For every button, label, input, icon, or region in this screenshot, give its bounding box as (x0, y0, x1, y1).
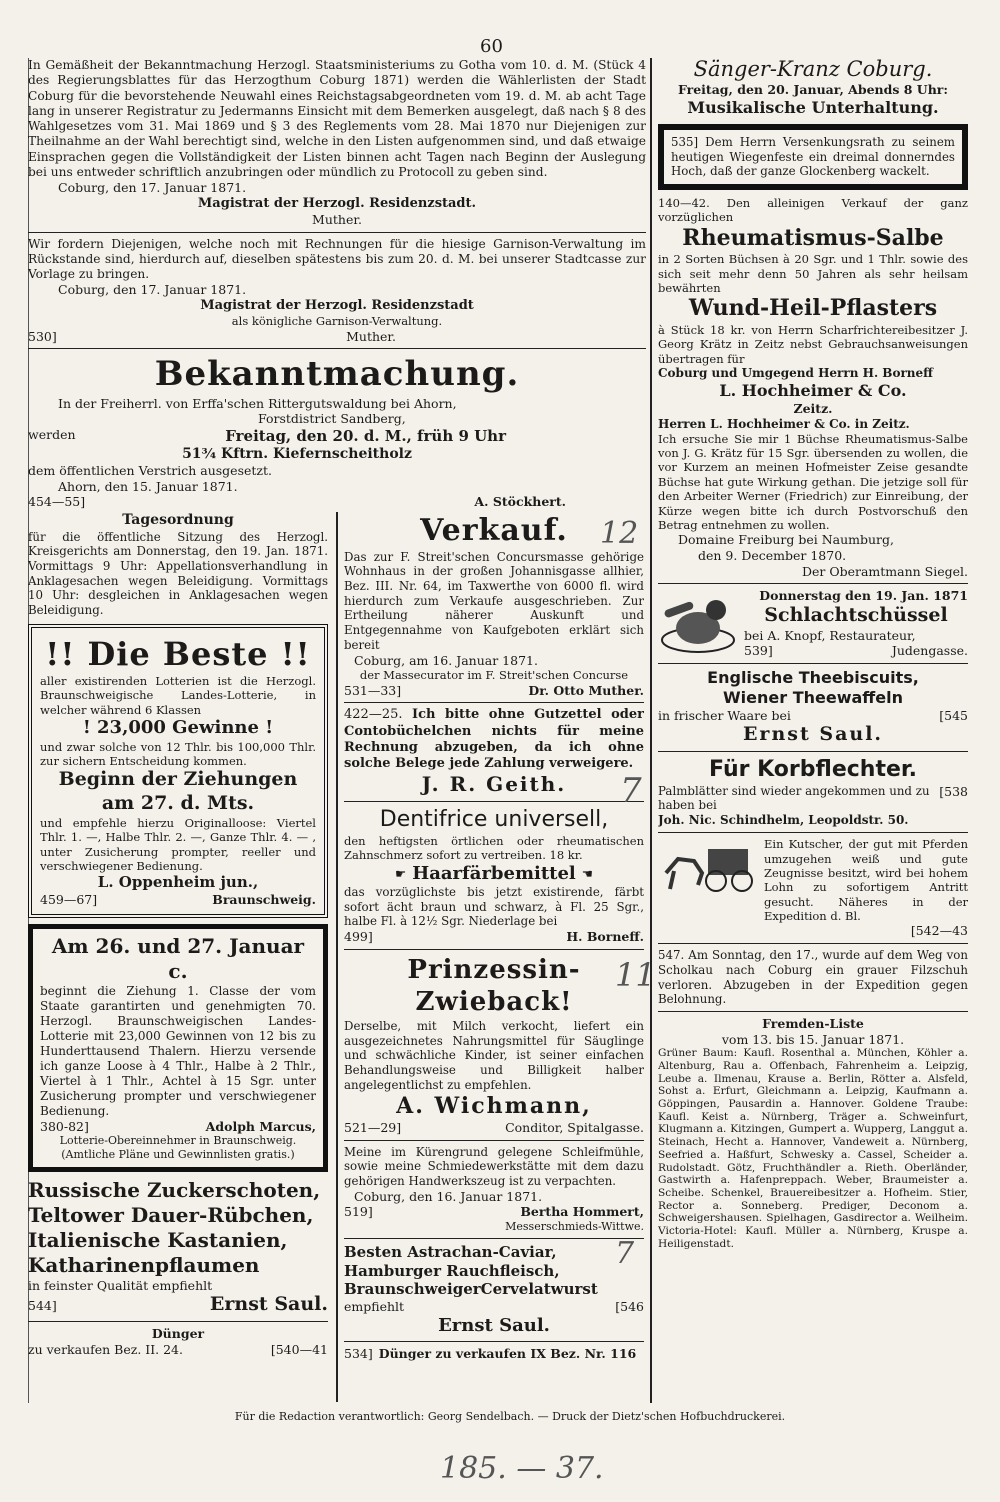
divider (658, 751, 968, 752)
korbflechter-ad: Für Korbflechter. Palmblätter sind wieder angekommen und zu haben bei [538 Joh. Nic. Schindhelm, Leopoldstr. 50. (658, 757, 968, 828)
caviar-ad: Besten Astrachan-Caviar, Hamburger Rauchfleisch, BraunschweigerCervelatwurst empfiehlt [546 Ernst Saul. (344, 1242, 644, 1336)
beste-lotterie-ad: !! Die Beste !! aller existirenden Lotterien ist die Herzogl. Braunschweigische Landes-Lotterie, in welcher während 6 Klassen ! 23,000 Gewinne ! und zwar solche von 12 Thlr. bis 100,000 Thlr. zur sichern Entscheidung kommen. Beginn der Ziehungen am 27. d. Mts. und empfehle hierzu Originalloose: Viertel Thlr. 1. —, Halbe Thlr. 2. —, Ganze Thlr. 4. — , unter Zusicherung prompter, reeller und verschwiegener Bedienung. L. Oppenheim jun., 459—67] Braunschweig. (28, 624, 328, 918)
dentifrice-ad: Dentifrice universell, den heftigsten örtlichen oder rheumatischen Zahnschmerz sofort zu vertreiben. 18 kr. ☛ Haarfärbemittel ☚ das vorzüglichste bis jetzt existirende, färbt sofort ächt braun und schwarz, à Fl. 25 Sgr., halbe Fl. à 12½ Sgr. Niederlage bei 499] H. Borneff. (344, 807, 644, 945)
right-column: Sänger-Kranz Coburg. Freitag, den 20. Januar, Abends 8 Uhr: Musikalische Unterhaltung. 535] Dem Herrn Versenkungsrath zu seinem heutigen Wiegenfeste ein dreimal donnerndes Hoch, daß der ganze Glockenberg wackelt. 140—42. Den alleinigen Verkauf der ganz vorzüglichen Rheumatismus-Salbe in 2 Sorten Büchsen à 20 Sgr. und 1 Thlr. sowie des sich seit mehr denn 50 Jahren als sehr heilsam bewährten Wund-Heil-Pflasters à Stück 18 kr. von Herrn Scharfrichtereibesitzer J. Georg Krätz in Zeitz nebst Gebrauchsanweisungen übertragen für Coburg und Umgegend Herrn H. Borneff L. Hochheimer & Co. Zeitz. Herren L. Hochheimer & Co. in Zeitz. Ich ersuche Sie mir 1 Büchse Rheumatismus-Salbe von J. G. Krätz für 15 Sgr. übersenden zu wollen, die vor Kurzem an meinen Hofmeister Zeise gesandte Büchse hat gute Wirkung gethan. Die jetzige soll für den Arbeiter Werner (Friedrich) zur Einreibung, der Kürze wegen bitte ich durch Postvorschuß den Betrag entnehmen zu wollen. Domaine Freiburg bei Naumburg, den 9. December 1870. Der Oberamtmann Siegel. Donnerstag den 19. Jan. 1871 Schlachtschüssel bei A. Knopf, Restaurateur, 539] Judengasse. Englische Theebiscuits, Wiener Theewaffeln in frischer Waare bei [545 Ernst Saul. Für Korbflechter. Palmblätter sind wieder angekommen und zu haben bei [538 Joh. Nic. Schindhelm, Leopoldstr. 50. Ein Kutscher, der gut mit Pferden umzugehen weiß und gute Zeugnisse besitzt, wird bei hohem Lohn zu sofortigem Antritt gesucht. Näheres in der Expedition d. Bl. [542—43 547. Am Sonntag, den 17., wurde auf dem Weg von Scholkau nach Coburg ein grauer Filzschuh verloren. Abzugeben in der Expedition gegen Belohnung. Fremden-Liste vom 13. bis 15. Januar 1871. Grüner Baum: Kaufl. Rosenthal a. München, Köhler a. Altenburg, Rau a. Offenbach, Fahrenheim a. Leipzig, Leube a. Ilmenau, Krause a. Berlin, Rötter a. Alsfeld, Sohst a. Erfurt, Gleichmann a. Leipzig, Kaufmann a. Göppingen, Pausardin a. Hannover. Goldene Traube: Kaufl. Keist a. Nürnberg, Träger a. Schweinfurt, Klugmann a. Kitzingen, Gumpert a. Wupperg, Langgut a. Steinach, Hecht a. Hannover, Vandeweit a. Nürnberg, Seefried a. Haßfurt, Schwesky a. Cassel, Scheider a. Rudolstadt. Götz, Fruchthändler a. Rieth. Oberländer, Gastwirth a. Hafenpreppach. Weber, Braumeister a. Scheibe. Schenkel, Brauereibesitzer a. Hofheim. Stier, Rector a. Sonneberg. Prediger, Deconom a. Schweigershausen. Spielhagen, Gasdirector a. Weilheim. Victoria-Hotel: Kaufl. Müller a. Nürnberg, Kruspe a. Heiligenstadt. (658, 57, 968, 1250)
geith-ad: 422—25. Ich bitte ohne Gutzettel oder Contobüchelchen nichts für meine Rechnung abzugeben, da ich ohne solche Belege jede Zahlung verweigere. J. R. Geith. (344, 707, 644, 797)
column-rule (650, 58, 652, 1403)
garnison-notice: Wir fordern Diejenigen, welche noch mit Rechnungen für die hiesige Garnison-Verwaltung im Rückstande sind, hierdurch auf, dieselben spätestens bis zum 20. d. M. bei unserer Stadtcasse zur Vorlage zu bringen. Coburg, den 17. Januar 1871. Magistrat der Herzogl. Residenzstadt als königliche Garnison-Verwaltung. 530] Muther. (28, 236, 646, 344)
roast-dish-icon (658, 588, 738, 658)
zwieback-ad: Prinzessin-Zwieback! Derselbe, mit Milch verkocht, liefert ein ausgezeichnetes Nahrungsmittel für Säuglinge und schwächliche Kinder, ist seiner einfachen Behandlungsweise und Billigkeit halber angelegentlichst zu empfehlen. A. Wichmann, 521—29] Conditor, Spitalgasse. (344, 954, 644, 1136)
bekanntmachung-title: Bekanntmachung. (154, 354, 520, 395)
bekanntmachung: Bekanntmachung. In der Freiherrl. von Erffa'schen Rittergutswaldung bei Ahorn, Forstdistrict Sandberg, werden Freitag, den 20. d. M., früh 9 Uhr 51¾ Kftrn. Kiefernscheitholz dem öffentlichen Verstrich ausgesetzt. Ahorn, den 15. Januar 1871. 454—55] A. Stöckhert. (28, 353, 646, 510)
rheuma-salbe-ad: 140—42. Den alleinigen Verkauf der ganz vorzüglichen Rheumatismus-Salbe in 2 Sorten Büchsen à 20 Sgr. und 1 Thlr. sowie des sich seit mehr denn 50 Jahren als sehr heilsam bewährten Wund-Heil-Pflasters à Stück 18 kr. von Herrn Scharfrichtereibesitzer J. Georg Krätz in Zeitz nebst Gebrauchsanweisungen übertragen für Coburg und Umgegend Herrn H. Borneff L. Hochheimer & Co. Zeitz. Herren L. Hochheimer & Co. in Zeitz. Ich ersuche Sie mir 1 Büchse Rheumatismus-Salbe von J. G. Krätz für 15 Sgr. übersenden zu wollen, die vor Kurzem an meinen Hofmeister Zeise gesandte Büchse hat gute Wirkung gethan. Die jetzige soll für den Arbeiter Werner (Friedrich) zur Einreibung, der Kürze wegen bitte ich durch Postvorschuß den Betrag entnehmen zu wollen. Domaine Freiburg bei Naumburg, den 9. December 1870. Der Oberamtmann Siegel. (658, 196, 968, 579)
divider (28, 1321, 328, 1322)
handwritten-annotation: 185. — 37. (440, 1451, 604, 1486)
divider (658, 943, 968, 944)
divider (28, 232, 646, 233)
divider (344, 1140, 644, 1141)
tagesordnung: Tagesordnung für die öffentliche Sitzung des Herzogl. Kreisgerichts am Donnerstag, den 19. Jan. 1871. Vormittags 9 Uhr: Appellationsverhandlung in Anklagesachen wegen Beleidigung. Vormittags 10 Uhr: desgleichen in Anklagesachen wegen Beleidigung. (28, 512, 328, 618)
middle-column (344, 512, 644, 1362)
kutscher-ad: Ein Kutscher, der gut mit Pferden umzugehen weiß und gute Zeugnisse besitzt, wird bei hohem Lohn zu sofortigem Antritt gesucht. Näheres in der Expedition d. Bl. (658, 837, 968, 923)
filzschuh-ad: 547. Am Sonntag, den 17., wurde auf dem Weg von Scholkau nach Coburg ein grauer Filzschuh verloren. Abzugeben in der Expedition gegen Belohnung. (658, 948, 968, 1007)
divider (658, 663, 968, 664)
divider (658, 583, 968, 584)
saul-ad-1: Russische Zuckerschoten, Teltower Dauer-Rübchen, Italienische Kastanien, Katharinenpflaumen in feinster Qualität empfiehlt 544] Ernst Saul. (28, 1177, 328, 1316)
divider (28, 348, 646, 349)
fremden-liste: Fremden-Liste vom 13. bis 15. Januar 1871. Grüner Baum: Kaufl. Rosenthal a. München, Köhler a. Altenburg, Rau a. Offenbach, Fahrenheim a. Leipzig, Leube a. Ilmenau, Krause a. Berlin, Rötter a. Alsfeld, Sohst a. Erfurt, Gleichmann a. Leipzig, Kaufmann a. Göppingen, Pausardin a. Hannover. Goldene Traube: Kaufl. Keist a. Nürnberg, Träger a. Schweinfurt, Klugmann a. Kitzingen, Gumpert a. Wupperg, Langgut a. Steinach, Hecht a. Hannover, Vandeweit a. Nürnberg, Seefried a. Haßfurt, Schwesky a. Cassel, Scheider a. Rudolstadt. Götz, Fruchthändler a. Rieth. Oberländer, Gastwirth a. Hafenpreppach. Weber, Braumeister a. Scheibe. Schenkel, Brauereibesitzer a. Hofheim. Stier, Rector a. Sonneberg. Prediger, Deconom a. Schweigershausen. Spielhagen, Gasdirector a. Weilheim. Victoria-Hotel: Kaufl. Müller a. Nürnberg, Kruspe a. Heiligenstadt. (658, 1015, 968, 1250)
saengerkranz-ad: Sänger-Kranz Coburg. Freitag, den 20. Januar, Abends 8 Uhr: Musikalische Unterhaltung. (677, 57, 948, 117)
schleifmuehle-ad: Meine im Kürengrund gelegene Schleifmühle, sowie meine Schmiedewerkstätte mit dem dazu gehörigen Handwerkszeug ist zu verpachten. Coburg, den 16. Januar 1871. 519] Bertha Hommert, Messerschmieds-Wittwe. (344, 1144, 644, 1234)
hoch-notice: 535] Dem Herrn Versenkungsrath zu seinem heutigen Wiegenfeste ein dreimal donnerndes Hoch, daß der ganze Glockenberg wackelt. (658, 124, 968, 190)
handwritten-annotation: 7 (620, 771, 642, 811)
page-number: 60 (480, 36, 503, 57)
handwritten-annotation: 11 (615, 956, 656, 994)
verkauf-ad: Verkauf. Das zur F. Streit'schen Concursmasse gehörige Wohnhaus in der großen Johannisgasse allhier, Bez. III. Nr. 64, im Taxwerthe von 6000 fl. wird hierdurch zum Verkaufe ausgeschrieben. Zur Ertheilung näherer Auskunft und Entgegennahme von Kaufgeboten erklärt sich bereit Coburg, am 16. Januar 1871. der Massecurator im F. Streit'schen Concurse 531—33] Dr. Otto Muther. (344, 513, 644, 698)
handwritten-annotation: 7 (615, 1236, 635, 1271)
pointing-hand-icon: ☚ (581, 865, 593, 881)
handwritten-annotation: 12 (600, 516, 639, 551)
divider (658, 1011, 968, 1012)
left-column (28, 512, 328, 1357)
imprint-footer: Für die Redaction verantwortlich: Georg Sendelbach. — Druck der Dietz'schen Hofbuchdruckerei. (234, 1410, 786, 1423)
carriage-icon (658, 837, 758, 897)
wahl-notice: In Gemäßheit der Bekanntmachung Herzogl. Staatsministeriums zu Gotha vom 10. d. M. (Stück 4 des Regierungsblattes für das Herzogthum Coburg 1871) werden die Wählerlisten der Stadt Coburg für die bevorstehende Neuwahl eines Reichstagsabgeordneten vom 19. d. M. ab acht Tage lang in unserer Registratur zu Jedermanns Einsicht mit dem Bemerken ausgelegt, daß nach § 8 des Wahlgesetzes vom 31. Mai 1869 und § 3 des Reglements vom 28. Mai 1870 nur Diejenigen zur Theilnahme an der Wahl berechtigt sind, welche in den Listen aufgenommen sind, und daß etwaige Einsprachen gegen die Vollständigkeit der Listen binnen acht Tagen nach Beginn der Auslegung bei uns entweder schriftlich anzubringen oder mündlich zu Protocoll zu geben sind. Coburg, den 17. Januar 1871. Magistrat der Herzogl. Residenzstadt. Muther. (28, 58, 646, 227)
divider (658, 832, 968, 833)
schlachtschuessel-ad: Donnerstag den 19. Jan. 1871 Schlachtschüssel bei A. Knopf, Restaurateur, 539] Judengasse. (658, 588, 968, 659)
marcus-lotterie-ad: Am 26. und 27. Januar c. beginnt die Ziehung 1. Classe der vom Staate garantirten und genehmigten 70. Herzogl. Braunschweigischen Landes-Lotterie mit 23,000 Gewinnen von 12 bis zu Hunderttausend Thalern. Hierzu versende ich ganze Loose à 4 Thlr., Halbe à 2 Thlr., Viertel à 1 Thlr., Achtel à 15 Sgr. unter Zusicherung prompter und verschwiegener Bedienung. 380-82] Adolph Marcus, Lotterie-Obereinnehmer in Braunschweig. (Amtliche Pläne und Gewinnlisten gratis.) (28, 924, 328, 1172)
top-left-section (28, 58, 646, 510)
duenger-ad-2: 534] Dünger zu verkaufen IX Bez. Nr. 116 (344, 1346, 637, 1362)
divider (344, 702, 644, 703)
column-rule (336, 512, 338, 1402)
divider (344, 1238, 644, 1239)
divider (344, 949, 644, 950)
divider (344, 1341, 644, 1342)
divider (344, 801, 644, 802)
duenger-ad: Dünger zu verkaufen Bez. II. 24. [540—41 (28, 1326, 328, 1357)
pointing-hand-icon: ☛ (395, 865, 407, 881)
theebiscuits-ad: Englische Theebiscuits, Wiener Theewaffeln in frischer Waare bei [545 Ernst Saul. (658, 667, 968, 746)
